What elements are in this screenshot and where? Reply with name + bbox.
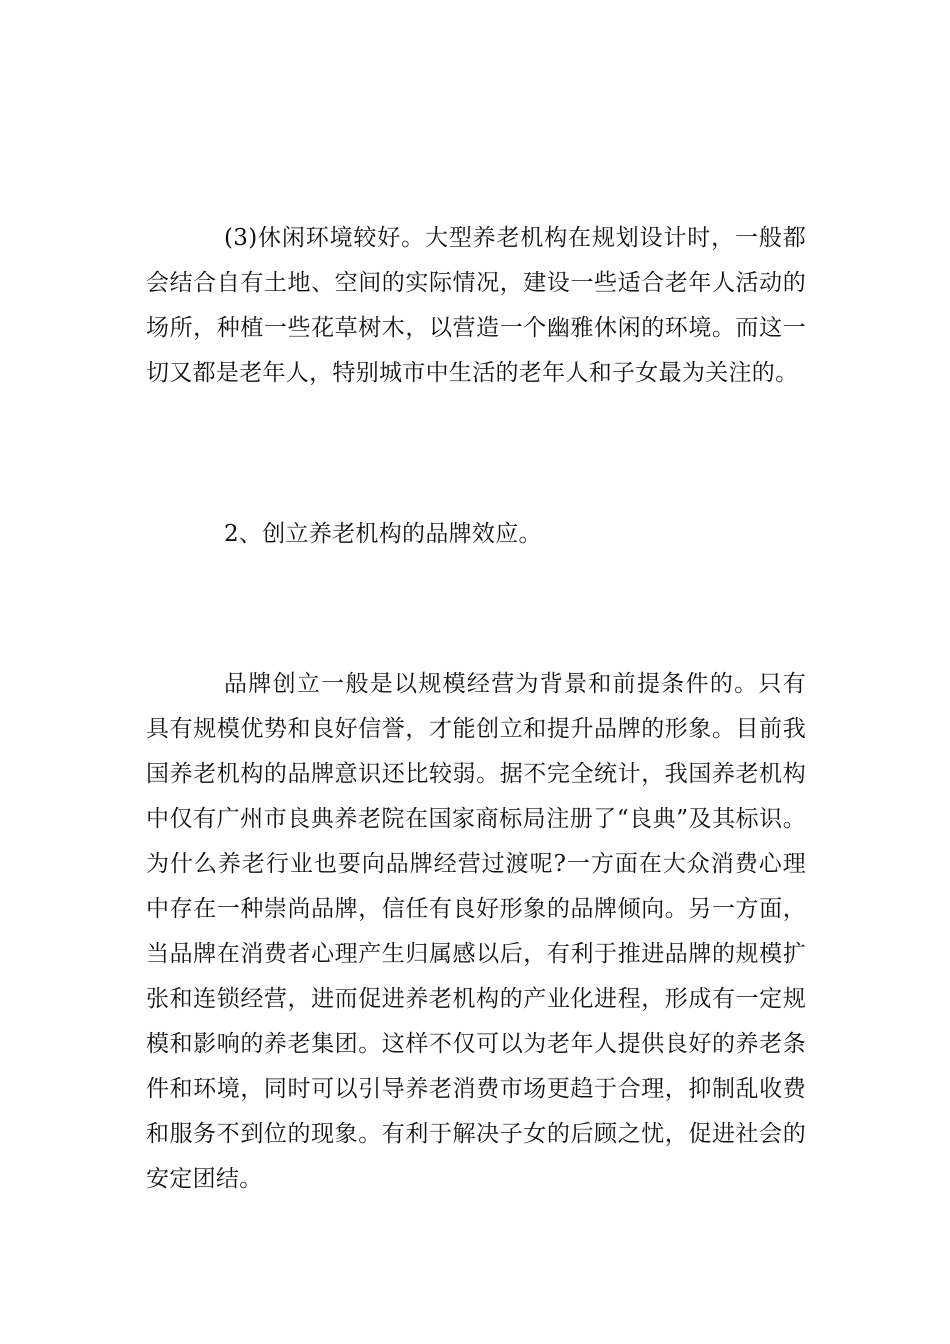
paragraph-leisure-environment: (3)休闲环境较好。大型养老机构在规划设计时，一般都会结合自有土地、空间的实际情况，建设一些适合老年人活动的场所，种植一些花草树木，以营造一个幽雅休闲的环境。而这一切又都是老年人，特别城市中生活的老年人和子女最为关注的。 — [146, 225, 806, 386]
paragraph-brand-building: 品牌创立一般是以规模经营为背景和前提条件的。只有具有规模优势和良好信誉，才能创立和提升品牌的形象。目前我国养老机构的品牌意识还比较弱。据不完全统计，我国养老机构中仅有广州市良典养老院在国家商标局注册了“良典”及其标识。为什么养老行业也要向品牌经营过渡呢?一方面在大众消费心理中存在一种崇尚品牌，信任有良好形象的品牌倾向。另一方面，当品牌在消费者心理产生归属感以后，有利于推进品牌的规模扩张和连锁经营，进而促进养老机构的产业化进程，形成有一定规模和影响的养老集团。这样不仅可以为老年人提供良好的养老条件和环境，同时可以引导养老消费市场更趋于合理，抑制乱收费和服务不到位的现象。有利于解决子女的后顾之忧，促进社会的安定团结。 — [146, 671, 806, 1192]
section-heading-brand-effect: 2、创立养老机构的品牌效应。 — [224, 521, 542, 547]
